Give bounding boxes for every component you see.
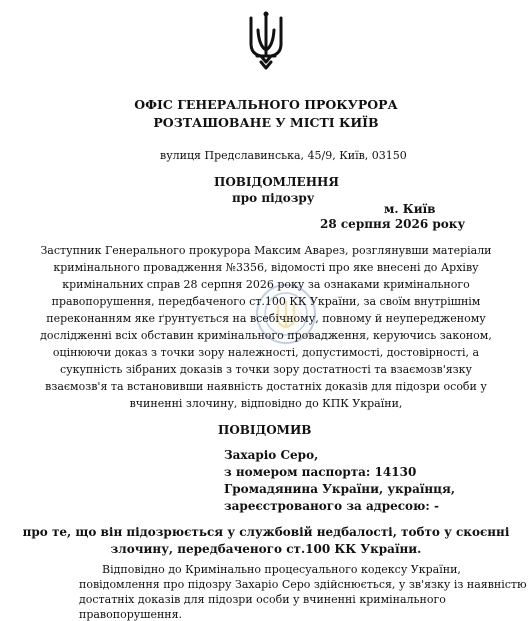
suspicion-line: про те, що він підозрюється у службовій недбалості, тобто у скоєнні	[22, 525, 510, 539]
trident-emblem-icon	[245, 10, 287, 72]
intro-line: правопорушення, передбаченого ст.100 КК України, за своїм внутрішнім	[51, 295, 481, 308]
body-line: достатніх доказів для підозри особи у вчиненні кримінального	[79, 593, 446, 606]
intro-line: Заступник Генерального прокурора Максим Аварез, розглянувши матеріали	[40, 244, 492, 257]
doc-title: ПОВІДОМЛЕННЯ	[214, 175, 339, 189]
person-address: зареєстрованого за адресою: -	[224, 499, 439, 513]
intro-line: вчиненні злочину, відповідно до КПК України,	[129, 397, 403, 410]
person-citizenship: Громадянина України, українця,	[224, 482, 456, 496]
intro-line: дослідженні всіх обставин кримінального провадження, керуючись законом,	[40, 329, 492, 342]
doc-date: 28 серпня 2026 року	[320, 217, 466, 231]
notified-heading: ПОВІДОМИВ	[218, 423, 312, 437]
body-line: правопорушення.	[79, 608, 183, 621]
org-address: вулиця Предславинська, 45/9, Київ, 03150	[160, 149, 407, 162]
intro-line: сукупність зібраних доказів з точки зору достатності та взаємозв'язку	[59, 363, 473, 376]
intro-line: взаємозв'я та встановивши наявність достатніх доказів для підозри особи у	[45, 380, 487, 393]
intro-line: кримінального провадження №3356, відомості про яке внесені до Архіву	[53, 261, 479, 274]
doc-city: м. Київ	[384, 202, 436, 216]
org-name-line-1: ОФІС ГЕНЕРАЛЬНОГО ПРОКУРОРА	[134, 97, 398, 112]
person-passport: з номером паспорта: 14130	[224, 465, 417, 479]
doc-subtitle: про підозру	[232, 191, 315, 205]
intro-line: кримінальних справ 28 серпня 2026 року за ознаками кримінального	[62, 278, 470, 291]
intro-line: переконанням яке ґрунтується на всебічному, повному й неупередженому	[46, 312, 486, 325]
body-line: повідомлення про підозру Захаріо Серо здійснюється, у зв'язку із наявністю	[79, 578, 527, 591]
suspicion-line: злочину, передбаченого ст.100 КК України.	[110, 542, 422, 556]
intro-line: оцінюючи доказ з точки зору належності, допустимості, достовірності, а	[52, 346, 480, 359]
org-name-line-2: РОЗТАШОВАНЕ У МІСТІ КИЇВ	[153, 115, 379, 130]
body-line: Відповідно до Кримінально процесуального кодексу України,	[102, 563, 461, 576]
person-name: Захаріо Серо,	[224, 448, 319, 462]
